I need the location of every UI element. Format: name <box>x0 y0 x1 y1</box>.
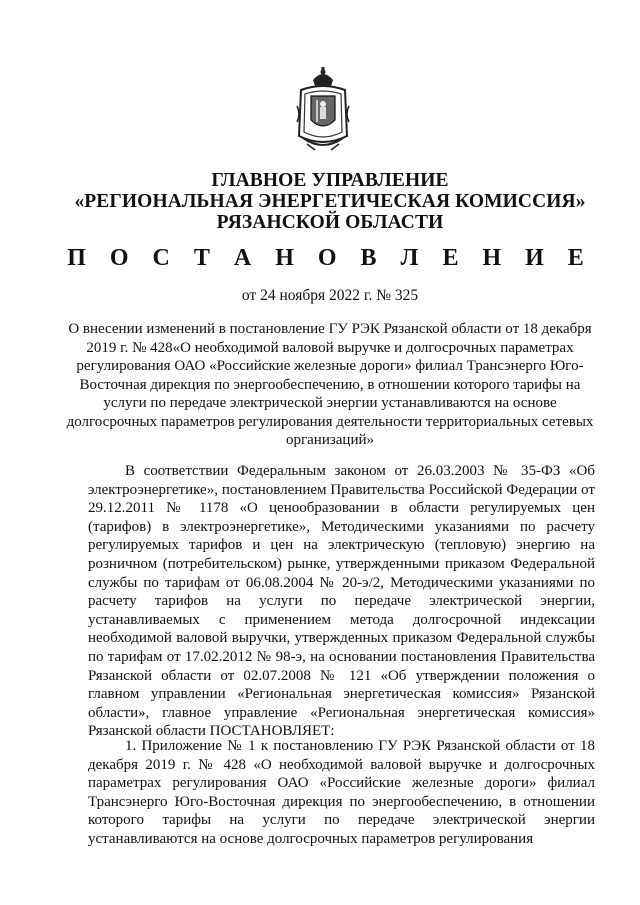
date-line: от 24 ноября 2022 г. № 325 <box>241 287 419 304</box>
coat-of-arms-icon <box>295 66 351 154</box>
decree-subject: О внесении изменений в постановление ГУ РЭК Рязанской области от 18 декабря 2019 г. № 428«О необходимой валовой выручке и долгосрочных параметрах регулирования ОАО «Российские железные дороги» филиал Трансэнерго Юго-Восточная дирекция по энергообеспечению, в отношении которого тарифы на услуги по передаче электрической энергии устанавливаются на основе долгосрочных параметров регулирования деятельности территориальных сетевых организаций» <box>66 321 594 448</box>
header-line-3: РЯЗАНСКОЙ ОБЛАСТИ <box>216 212 444 233</box>
header-line-2: «РЕГИОНАЛЬНАЯ ЭНЕРГЕТИЧЕСКАЯ КОМИССИЯ» <box>74 191 586 212</box>
decree-title: П О С Т А Н О В Л Е Н И Е <box>67 245 593 271</box>
body-paragraph-preamble: В соответствии Федеральным законом от 26.03.2003 № 35-ФЗ «Об электроэнергетике», постановлением Правительства Российской Федерации от 29.12.2011 № 1178 «О ценообразовании в области регулируемых цен (тарифов) в электроэнергетике», Методическими указаниями по расчету регулируемых тарифов и цен на электрическую (тепловую) энергию на розничном (потребительском) рынке, утвержденными приказом Федеральной службы по тарифам от 06.08.2004 № 20-э/2, Методическими указаниями по расчету тарифов на услуги по передаче электрической энергии, устанавливаемых с применением метода долгосрочной индексации необходимой валовой выручки, утвержденных приказом Федеральной службы по тарифам от 17.02.2012 № 98-э, на основании постановления Правительства Рязанской области от 02.07.2008 № 121 «Об утверждении положения о главном управлении «Региональная энергетическая комиссия» Рязанской области», главное управление «Региональная энергетическая комиссия» Рязанской области ПОСТАНОВЛЯЕТ: <box>88 463 595 740</box>
issuer-header <box>60 170 600 233</box>
body-paragraph-item-1: 1. Приложение № 1 к постановлению ГУ РЭК Рязанской области от 18 декабря 2019 г. № 428 «О необходимой валовой выручке и долгосрочных параметрах регулирования ОАО «Российские железные дороги» филиал Трансэнерго Юго-Восточная дирекция по энергообеспечению, в отношении которого тарифы на услуги по передаче электрической энергии устанавливаются на основе долгосрочных параметров регулирования <box>88 738 595 847</box>
header-line-1: ГЛАВНОЕ УПРАВЛЕНИЕ <box>211 170 449 191</box>
